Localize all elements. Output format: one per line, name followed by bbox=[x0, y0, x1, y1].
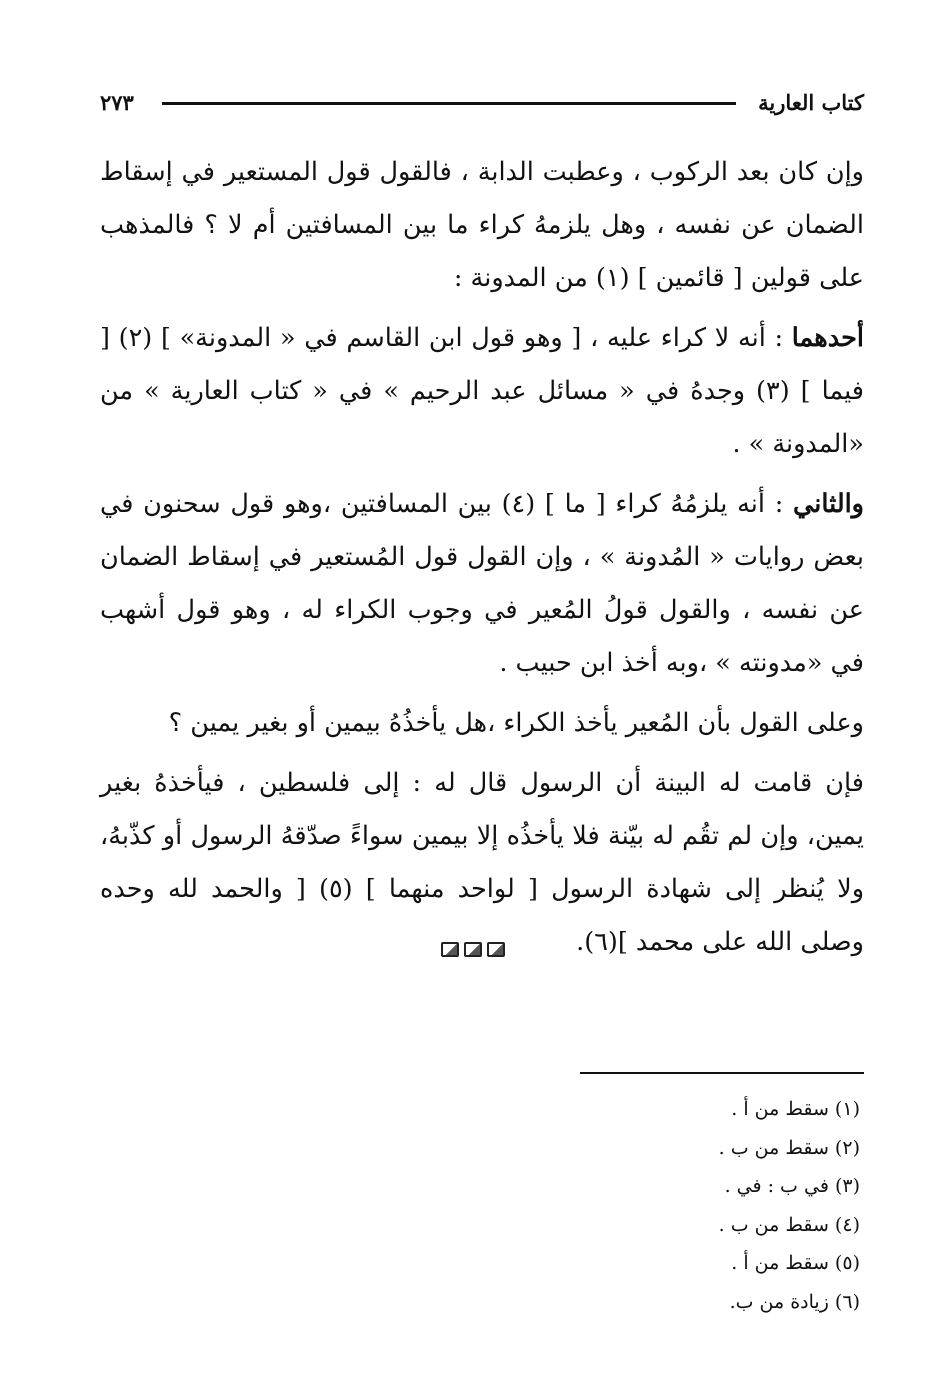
paragraph-text: فإن قامت له البينة أن الرسول قال له : إلى فلسطين ، فيأخذهُ بغير يمين، وإن لم تقُم له بيّنة فلا يأخذُه إلا بيمين سواءً صدّقهُ الرسول أو كذّبهُ، ولا يُنظر إلى شهادة الرسول [ لواحد منهما ] (٥) [ والحمد لله وحده وصلى الله على محمد ](٦). bbox=[100, 768, 865, 957]
ornament-square-icon bbox=[487, 942, 505, 957]
main-text bbox=[100, 146, 864, 976]
footnotes-list bbox=[560, 1090, 860, 1321]
footnote: (٤) سقط من ب . bbox=[718, 1213, 860, 1236]
footnote: (١) سقط من أ . bbox=[731, 1098, 860, 1120]
paragraph bbox=[100, 478, 864, 690]
section-end-ornament-icon bbox=[441, 942, 513, 962]
header-rule bbox=[162, 102, 736, 105]
footnote: (٦) زيادة من ب. bbox=[729, 1290, 860, 1313]
paragraph-text: : أنه لا كراء عليه ، [ وهو قول ابن القاسم في « المدونة» ] (٢) [ فيما ] (٣) وجدهُ في « مسائل عبد الرحيم » في « كتاب العارية » من «المدونة » . bbox=[100, 323, 864, 459]
paragraph bbox=[100, 757, 864, 969]
paragraph bbox=[100, 312, 864, 471]
running-header bbox=[100, 86, 864, 120]
footnote: (٥) سقط من أ . bbox=[731, 1252, 860, 1274]
footnote: (٢) سقط من ب . bbox=[718, 1136, 860, 1159]
ornament-square-icon bbox=[464, 942, 482, 957]
footnote: (٣) في ب : في . bbox=[724, 1175, 860, 1197]
paragraph bbox=[100, 697, 864, 750]
page-number: ٢٧٣ bbox=[100, 90, 134, 115]
paragraph-text: وعلى القول بأن المُعير يأخذ الكراء ،هل يأخذُهُ بيمين أو بغير يمين ؟ bbox=[168, 708, 864, 738]
chapter-title: كتاب العارية bbox=[758, 90, 864, 115]
paragraph-text: وإن كان بعد الركوب ، وعطبت الدابة ، فالقول قول المستعير في إسقاط الضمان عن نفسه ، وهل يلزمهُ كراء ما بين المسافتين أم لا ؟ فالمذهب على قولين [ قائمين ] (١) من المدونة : bbox=[100, 157, 864, 293]
ornament-square-icon bbox=[441, 942, 459, 957]
paragraph-text: : أنه يلزمُهُ كراء [ ما ] (٤) بين المسافتين ،وهو قول سحنون في بعض روايات « المُدونة » ، وإن القول قول المُستعير في إسقاط الضمان عن نفسه ، والقول قولُ المُعير في وجوب الكراء له ، وهو قول أشهب في «مدونته » ،وبه أخذ ابن حبيب . bbox=[100, 489, 864, 678]
footnote-separator bbox=[580, 1072, 864, 1074]
paragraph-lead: والثاني bbox=[793, 489, 864, 519]
paragraph-lead: أحدهما bbox=[791, 323, 864, 353]
paragraph bbox=[100, 146, 864, 305]
